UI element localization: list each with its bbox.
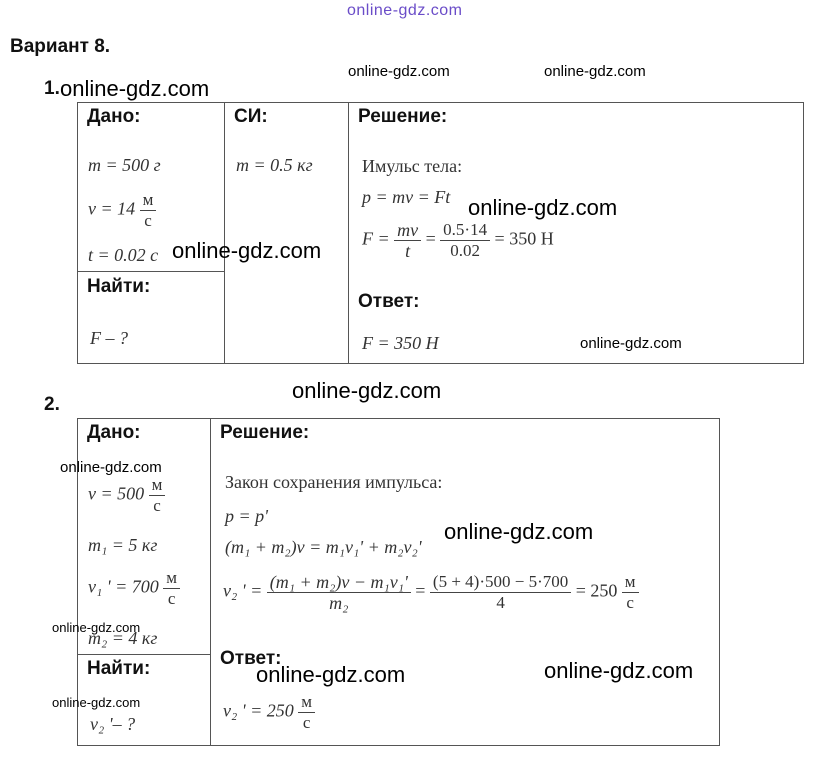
task1-solution-eq1: p = mv = Ft	[362, 187, 451, 207]
task2-divider	[210, 418, 211, 745]
top-watermark: online-gdz.com	[347, 2, 463, 19]
watermark: online-gdz.com	[468, 195, 618, 220]
task2-answer-header: Ответ:	[220, 648, 282, 669]
watermark: online-gdz.com	[544, 63, 646, 80]
task2-given-m2: m₂ = 4 кг	[88, 628, 158, 648]
task2-find: v₂ '– ?	[90, 714, 136, 734]
task2-number: 2.	[44, 394, 60, 415]
task1-solution-intro: Имульс тела:	[362, 156, 463, 176]
task2-answer: v₂ ' = 250 $\frac{м}{с}$	[223, 692, 315, 733]
task1-given-v: v = 14 $\frac{м}{с}$	[88, 190, 156, 231]
task2-solution-eq2: (m₁ + m₂)v = m₁v₁' + m₂v₂'	[225, 537, 422, 557]
task1-divider	[77, 271, 224, 272]
task2-find-header: Найти:	[87, 658, 151, 679]
task1-answer-header: Ответ:	[358, 291, 420, 312]
task1-number: 1.	[44, 78, 60, 99]
task2-solution-eq3: v₂ ' = $\frac{\text{(m₁ + m₂)v − m₁v₁'}}{\text{m₂}}$ = $\frac{(5 + 4)\cdot 500 - 5\cdot 700}{4}$ = 250 $\frac{м}{с}$	[223, 572, 639, 613]
task2-solution-intro: Закон сохранения импульса:	[225, 472, 443, 492]
watermark: online-gdz.com	[348, 63, 450, 80]
watermark: online-gdz.com	[52, 620, 141, 635]
watermark: online-gdz.com	[60, 76, 210, 101]
watermark: online-gdz.com	[292, 378, 442, 403]
task1-si-header: СИ:	[234, 106, 268, 127]
task1-answer: F = 350 Н	[362, 333, 439, 353]
watermark: online-gdz.com	[172, 238, 322, 263]
task2-given-v1: v₁ ' = 700 $\frac{м}{с}$	[88, 568, 180, 609]
task1-given-header: Дано:	[87, 106, 141, 127]
task1-si-m: m = 0.5 кг	[236, 155, 313, 175]
task1-find-header: Найти:	[87, 276, 151, 297]
task2-solution-header: Решение:	[220, 422, 310, 443]
task1-solution-eq2: F = $\frac{mv}{t}$ = $\frac{0.5\cdot 14}{0.02}$ = 350 Н	[362, 220, 554, 261]
task1-given-t: t = 0.02 с	[88, 245, 159, 265]
watermark: online-gdz.com	[60, 459, 162, 476]
task1-given-m: m = 500 г	[88, 155, 161, 175]
watermark: online-gdz.com	[52, 695, 141, 710]
variant-title: Вариант 8.	[10, 36, 111, 57]
task1-divider	[224, 102, 225, 363]
watermark: online-gdz.com	[256, 662, 406, 687]
task1-solution-header: Решение:	[358, 106, 448, 127]
task2-given-m1: m₁ = 5 кг	[88, 535, 158, 555]
task1-divider	[348, 102, 349, 363]
task1-find: F – ?	[90, 328, 128, 348]
watermark: online-gdz.com	[580, 335, 682, 352]
task2-given-v: v = 500 $\frac{м}{с}$	[88, 475, 165, 516]
task2-given-header: Дано:	[87, 422, 141, 443]
task2-divider	[77, 654, 210, 655]
watermark: online-gdz.com	[544, 658, 694, 683]
task2-solution-eq1: p = p'	[225, 506, 268, 526]
watermark: online-gdz.com	[444, 519, 594, 544]
